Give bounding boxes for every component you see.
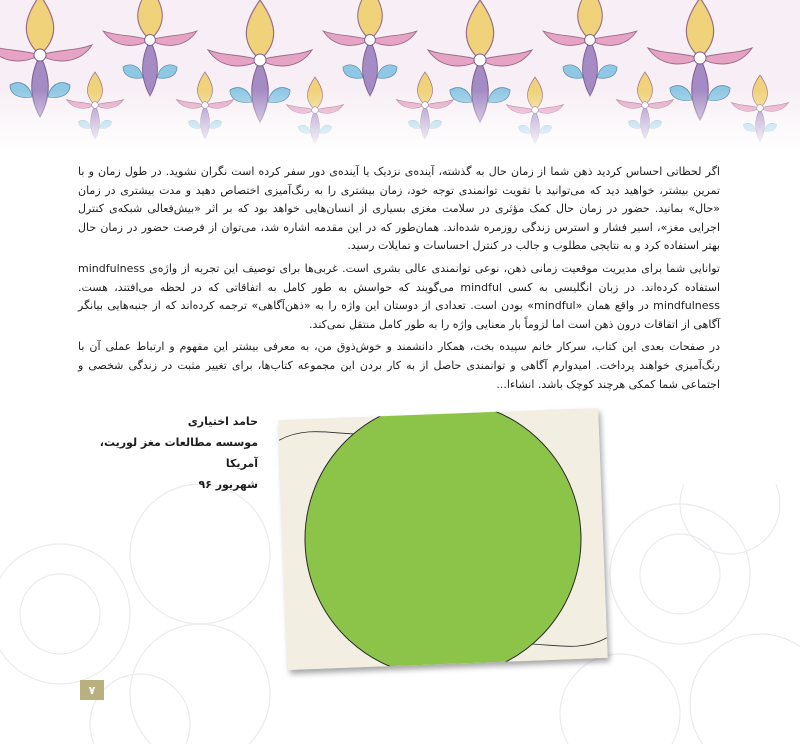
paragraph-1: اگر لحظاتی احساس کردید ذهن شما از زمان حال به گذشته، آینده‌ی نزدیک یا آینده‌ی دور سفر کرده است نگران نشوید. در طول زمان و با تمرین بیشتر، خواهید دید که می‌توانید با تقویت توانمندی توجه خود، زمان بیشتری را به رنگ‌آمیزی اختصاص دهید و مدت بیشتری در زمان «حال» بمانید. حضور در زمان حال کمک مؤثری در سلامت مغزی بسیاری از انسان‌هایی خواهد بود که بر اثر «بیش‌فعالی شبکه‌ی کنترل اجرایی مغز»، اسیر فشار و استرس زندگی روزمره شده‌اند. همان‌طور که در این مقدمه اشاره شد، می‌توان از فرصت حضور در زمان حال بهتر استفاده کرد و به نتایجی مطلوب و جالب در کنترل احساسات و تمایلات رسید. xyxy=(78,165,720,253)
body-text xyxy=(78,163,720,398)
ornament-pattern xyxy=(0,0,800,150)
mandala-artwork xyxy=(278,408,607,670)
author-name: حامد اختیاری xyxy=(187,415,258,428)
mandala-image xyxy=(278,408,607,670)
paragraph-3: در صفحات بعدی این کتاب، سرکار خانم سپیده بخت، همکار دانشمند و خوش‌ذوق من، به معرفی بیشتر این مفهوم و ارتباط عملی آن با رنگ‌آمیزی خواهند پرداخت. امیدوارم آگاهی و توانمندی حاصل از به کار بردن این مجموعه کتاب‌ها، برای تغییر مثبت در زندگی شخصی و اجتماعی شما کمکی هرچند کوچک باشد. انشاءا... xyxy=(78,340,720,391)
author-institution: موسسه مطالعات مغز لوریت، آمریکا xyxy=(99,436,258,470)
author-signature xyxy=(78,411,258,495)
paragraph-2: توانایی شما برای مدیریت موقعیت زمانی ذهن، نوعی توانمندی عالی بشری است. غربی‌ها برای توصیف این تجربه از واژه‌ی mindfulness استفاده کرده‌اند. در زبان انگلیسی به کسی mindful می‌گویند که حواسش به طور کامل به اتفاقاتی که در لحظه می‌افتند، هست. mindfulness در واقع همان «mindful» بودن است. تعدادی از دوستان این واژه را به «ذهن‌آگاهی» ترجمه کرده‌اند که از جنبه‌هایی بیانگر آگاهی از اتفاقات درون ذهن است اما لزوماً بار معنایی واژه را به طور کامل منتقل نمی‌کند. xyxy=(78,261,720,331)
decorative-top-border xyxy=(0,0,800,150)
page-number: ۷ xyxy=(80,680,104,700)
signature-date: شهریور ۹۶ xyxy=(198,478,258,491)
